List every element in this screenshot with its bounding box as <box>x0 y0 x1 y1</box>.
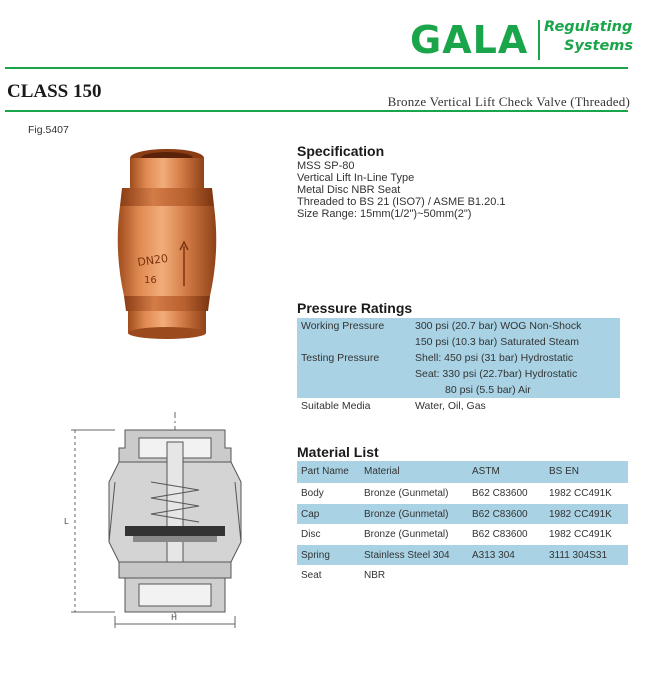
table-cell: B62 C83600 <box>472 488 528 499</box>
table-cell: A313 304 <box>472 549 515 561</box>
material-header-cell: BS EN <box>549 466 580 477</box>
table-cell: B62 C83600 <box>472 508 528 520</box>
tagline-line-2: Systems <box>564 38 634 54</box>
table-cell: Stainless Steel 304 <box>364 549 450 561</box>
specification-title: Specification <box>297 143 385 159</box>
pressure-value: Water, Oil, Gas <box>415 400 486 412</box>
pressure-row-working <box>297 318 620 350</box>
material-header-cell: Material <box>364 466 400 477</box>
table-cell: B62 C83600 <box>472 529 528 540</box>
pressure-values <box>415 320 581 352</box>
table-cell: 1982 CC491K <box>549 529 612 540</box>
table-row <box>297 524 628 545</box>
pressure-value: Seat: 330 psi (22.7bar) Hydrostatic <box>415 368 578 380</box>
table-cell: Seat <box>301 570 322 581</box>
pressure-row-media <box>297 398 620 416</box>
tagline-line-1: Regulating <box>544 19 633 35</box>
material-header-cell: ASTM <box>472 466 500 477</box>
check-valve-photo <box>92 146 242 346</box>
spec-line: MSS SP-80 <box>297 160 355 172</box>
pressure-values <box>415 400 486 416</box>
table-row <box>297 565 628 586</box>
table-cell: 1982 CC491K <box>549 508 612 520</box>
specification-list <box>297 160 506 220</box>
table-cell: Disc <box>301 529 321 540</box>
logo-divider <box>538 20 540 60</box>
pressure-value: Shell: 450 psi (31 bar) Hydrostatic <box>415 352 574 364</box>
table-row <box>297 504 628 525</box>
pressure-value: 80 psi (5.5 bar) Air <box>445 384 531 396</box>
pressure-values <box>415 352 577 400</box>
class-title: CLASS 150 <box>7 81 102 102</box>
pressure-ratings-title: Pressure Ratings <box>297 300 413 316</box>
spec-line: Threaded to BS 21 (ISO7) / ASME B1.20.1 <box>297 196 506 208</box>
material-header-row <box>297 461 628 483</box>
dim-length-label: L <box>64 517 69 526</box>
dim-height-label: H <box>171 613 178 622</box>
spec-line: Metal Disc NBR Seat <box>297 184 401 196</box>
table-cell: 3111 304S31 <box>549 549 608 561</box>
pressure-value: 150 psi (10.3 bar) Saturated Steam <box>415 336 580 348</box>
material-list-table <box>297 461 628 586</box>
table-cell: Spring <box>301 549 330 561</box>
table-cell: Body <box>301 488 324 499</box>
table-cell: Bronze (Gunmetal) <box>364 508 449 520</box>
photo-pressure-marking: 16 <box>144 275 157 286</box>
table-cell: Bronze (Gunmetal) <box>364 529 449 540</box>
table-cell: NBR <box>364 570 386 581</box>
valve-cross-section-drawing <box>55 402 265 632</box>
table-cell: Bronze (Gunmetal) <box>364 488 449 499</box>
pressure-value: 300 psi (20.7 bar) WOG Non-Shock <box>415 320 582 332</box>
table-row <box>297 545 628 566</box>
product-title: Bronze Vertical Lift Check Valve (Threaded) <box>387 94 630 109</box>
pressure-label: Working Pressure <box>301 320 385 332</box>
pressure-label: Suitable Media <box>301 400 371 412</box>
pressure-ratings-table <box>297 318 620 416</box>
header-rule <box>5 67 628 69</box>
brand-name: GALA <box>410 18 529 62</box>
pressure-row-testing <box>297 350 620 398</box>
figure-label: Fig.5407 <box>28 124 69 136</box>
material-list-title: Material List <box>297 444 379 460</box>
table-cell: 1982 CC491K <box>549 488 612 499</box>
table-row <box>297 483 628 504</box>
pressure-label: Testing Pressure <box>301 352 380 364</box>
photo-size-marking: DN20 <box>136 251 169 269</box>
spec-line: Size Range: 15mm(1/2")~50mm(2") <box>297 208 472 220</box>
table-cell: Cap <box>301 508 320 520</box>
brand-tagline <box>544 18 633 56</box>
spec-line: Vertical Lift In-Line Type <box>297 172 415 184</box>
subheader-rule <box>5 110 628 112</box>
material-header-cell: Part Name <box>301 466 349 477</box>
